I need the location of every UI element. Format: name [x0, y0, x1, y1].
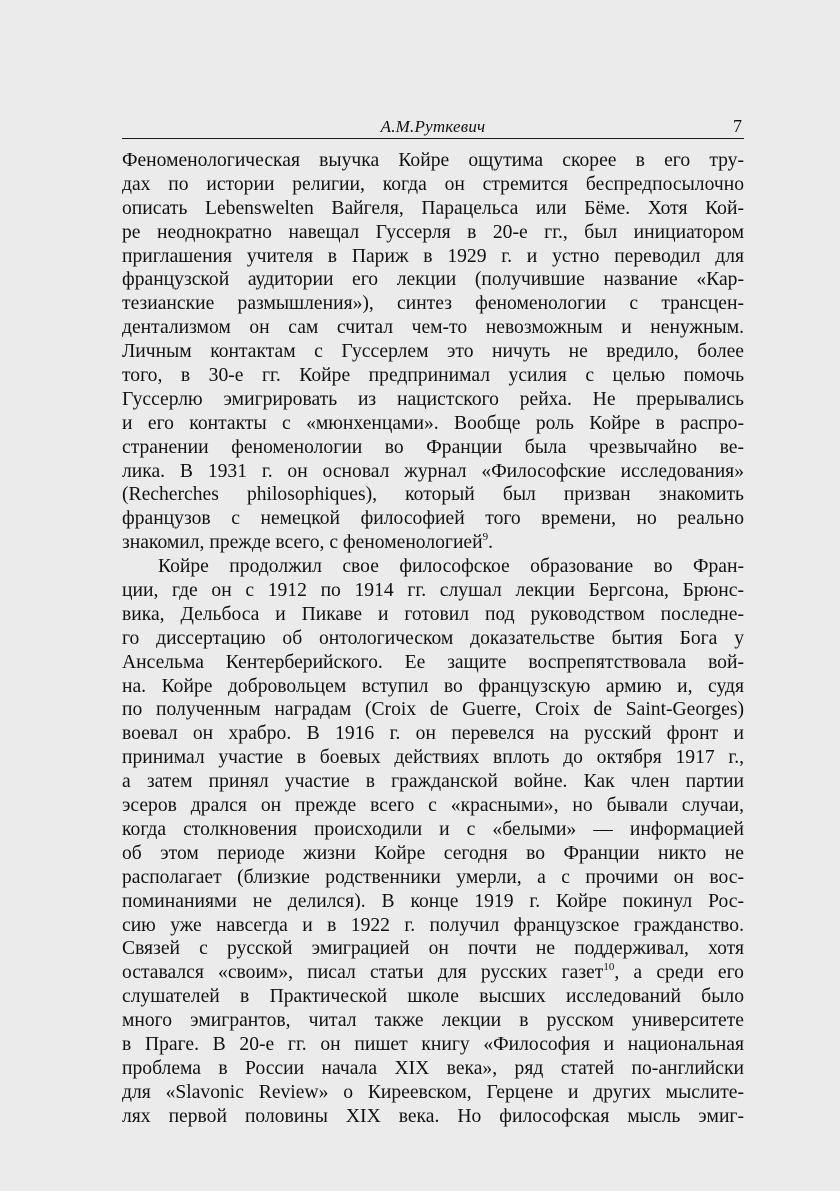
text-line: много эмигрантов, читал также лекции в русском университете — [122, 1010, 744, 1032]
text-line: воевал он храбро. В 1916 г. он перевелся на русский фронт и — [122, 723, 744, 745]
text-line: об этом периоде жизни Койре сегодня во Франции никто не — [122, 842, 744, 864]
text-fragment: оставался «своим», писал статьи для русских газет — [122, 962, 604, 984]
text-line: описать Lebenswelten Вайгеля, Парацельса или Бёме. Хотя Кой- — [122, 197, 744, 219]
text-line: того, в 30-е гг. Койре предпринимал усилия с целью помочь — [122, 365, 744, 387]
text-line: приглашения учителя в Париж в 1929 г. и устно переводил для — [122, 245, 744, 267]
text-line: странении феноменологии во Франции была чрезвычайно ве- — [122, 436, 744, 458]
text-line: располагает (близкие родственники умерли, а с прочими он вос- — [122, 866, 744, 888]
text-fragment: знакомил, прежде всего, с феноменологией — [122, 532, 483, 554]
text-line: в Праге. В 20-е гг. он пишет книгу «Философия и национальная — [122, 1033, 744, 1055]
text-line: дентализмом он сам считал чем-то невозможным и ненужным. — [122, 317, 744, 339]
text-line — [122, 961, 744, 985]
text-fragment: , а среди его — [614, 962, 744, 984]
text-line: лика. В 1931 г. он основал журнал «Философские исследования» — [122, 460, 744, 482]
text-line: поминаниями не делился). В конце 1919 г. Койре покинул Рос- — [122, 890, 744, 912]
running-head-author: А.М.Руткевич — [380, 117, 486, 136]
text-line: когда столкновения происходили и с «белыми» — информацией — [122, 818, 744, 840]
text-line: Феноменологическая выучка Койре ощутима скорее в его тру- — [122, 150, 744, 171]
text-line: (Recherches philosophiques), который был призван знакомить — [122, 484, 744, 506]
text-line: лях первой половины XIX века. Но философская мысль эмиг- — [122, 1105, 744, 1127]
text-line: для «Slavonic Review» о Киреевском, Герцене и других мыслите- — [122, 1081, 744, 1103]
text-line: по полученным наградам (Croix de Guerre, Croix de Saint-Georges) — [122, 699, 744, 721]
text-line: эсеров дрался он прежде всего с «красными», но бывали случаи, — [122, 795, 744, 817]
page-number: 7 — [733, 116, 742, 136]
running-header — [122, 114, 744, 139]
text-line — [122, 531, 744, 555]
text-line: Личным контактам с Гуссерлем это ничуть не вредило, более — [122, 341, 744, 363]
text-line: го диссертацию об онтологическом доказательстве бытия Бога у — [122, 627, 744, 649]
text-line: ции, где он с 1912 по 1914 гг. слушал лекции Бергсона, Брюнс- — [122, 580, 744, 602]
text-line: Койре продолжил свое философское образование во Фран- — [158, 556, 744, 578]
text-line: сию уже навсегда и в 1922 г. получил французское гражданство. — [122, 914, 744, 936]
text-line: Гуссерлю эмигрировать из нацистского рейха. Не прерывались — [122, 388, 744, 410]
text-line: тезианские размышления»), синтез феноменологии с трансцен- — [122, 293, 744, 315]
text-line: вика, Дельбоса и Пикаве и готовил под руководством последне- — [122, 603, 744, 625]
text-fragment: . — [488, 532, 494, 554]
text-line: французской аудитории его лекции (получившие название «Кар- — [122, 269, 744, 291]
footnote-ref[interactable]: 9 — [482, 531, 489, 544]
body-text — [122, 149, 744, 1129]
text-line: ре неоднократно навещал Гуссерля в 20-е гг., был инициатором — [122, 221, 744, 243]
text-line: принимал участие в боевых действиях вплоть до октября 1917 г., — [122, 747, 744, 769]
text-line: проблема в России начала XIX века», ряд статей по-английски — [122, 1057, 744, 1079]
text-line: и его контакты с «мюнхенцами». Вообще роль Койре в распро- — [122, 412, 744, 434]
text-line: а затем принял участие в гражданской войне. Как член партии — [122, 771, 744, 793]
text-line: на. Койре добровольцем вступил во французскую армию и, судя — [122, 675, 744, 697]
text-line: Ансельма Кентерберийского. Ее защите воспрепятствовала вой- — [122, 651, 744, 673]
text-line: Связей с русской эмиграцией он почти не поддерживал, хотя — [122, 938, 744, 960]
footnote-ref[interactable]: 10 — [603, 961, 615, 974]
text-line: слушателей в Практической школе высших исследований было — [122, 986, 744, 1008]
text-line: дах по истории религии, когда он стремится беспредпосылочно — [122, 173, 744, 195]
text-line: французов с немецкой философией того времени, но реально — [122, 508, 744, 530]
